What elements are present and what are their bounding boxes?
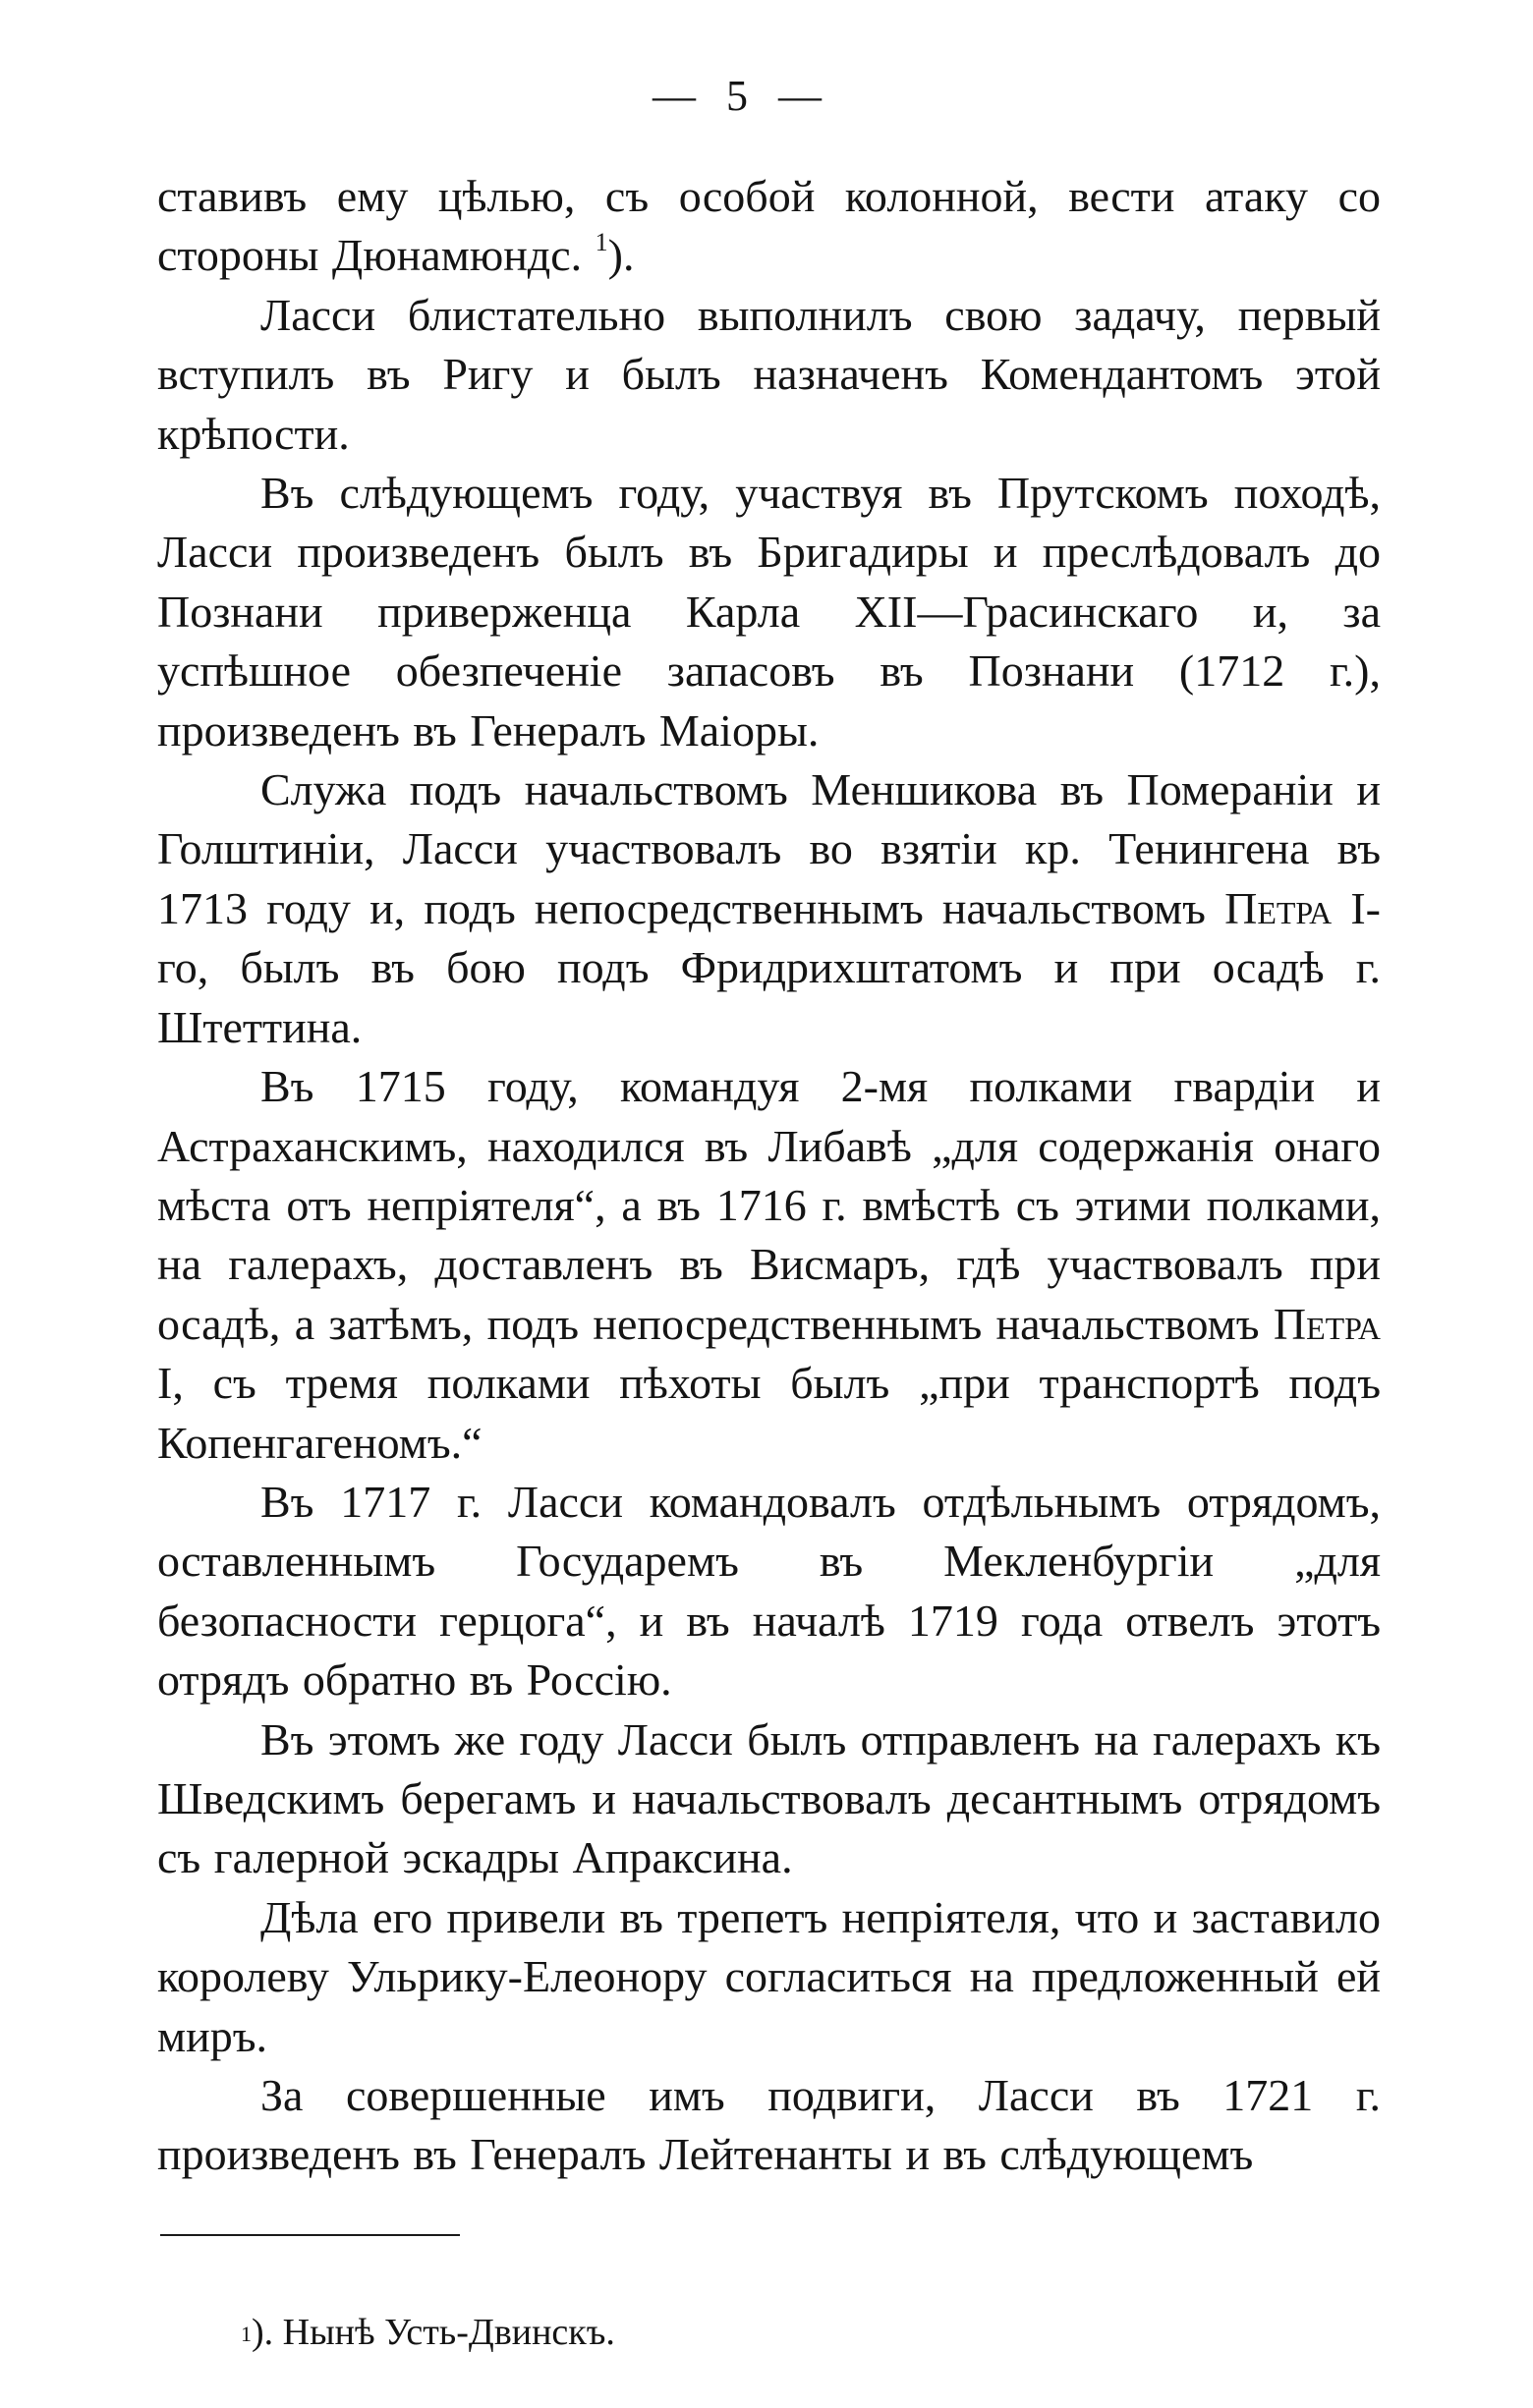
paragraph-3: Въ слѣдующемъ году, участвуя въ Прутскомъ походѣ, Ласси произведенъ былъ въ Бригадиры и преслѣдовалъ до Познани приверженца Карла XII—Грасинскаго и, за успѣшное обезпеченіе запасовъ въ Познани (1712 г.), произведенъ въ Генералъ Маіоры. (157, 468, 1381, 756)
paragraph-4: Служа подъ начальствомъ Меншикова въ Помераніи и Голштиніи, Ласси участвовалъ во взятіи кр. Тенингена въ 1713 году и, подъ непосредственнымъ начальствомъ Петра I-го, былъ въ бою подъ Фридрихштатомъ и при осадѣ г. Штеттина. (157, 764, 1382, 1052)
footnote-mark: 1 (241, 2322, 252, 2346)
footnote-divider (160, 2234, 460, 2236)
small-caps-name: Петра (1273, 1298, 1381, 1349)
footnote-reference[interactable]: 1 (595, 228, 608, 257)
paragraph-8: Дѣла его привели въ трепетъ непріятеля, что и заставило королеву Ульрику-Елеонору согласиться на предложенный ей миръ. (157, 1891, 1381, 2061)
paragraph-9: За совершенные имъ подвиги, Ласси въ 1721 г. произведенъ въ Генералъ Лейтенанты и въ слѣдующемъ (157, 2070, 1381, 2180)
paragraph-1: ставивъ ему цѣлью, съ особой колонной, вести атаку со стороны Дюнамюндс. $^1$). (157, 171, 1381, 281)
paragraph-2: Ласси блистательно выполнилъ свою задачу, первый вступилъ въ Ригу и былъ назначенъ Комендантомъ этой крѣпости. (157, 289, 1381, 459)
paragraph-6: Въ 1717 г. Ласси командовалъ отдѣльнымъ отрядомъ, оставленнымъ Государемъ въ Мекленбургіи „для безопасности герцога“, и въ началѣ 1719 года отвелъ этотъ отрядъ обратно въ Россію. (157, 1476, 1381, 1706)
footnote (241, 2309, 615, 2356)
small-caps-name: Петра (1224, 882, 1333, 933)
paragraph-5: Въ 1715 году, командуя 2-мя полками гвардіи и Астраханскимъ, находился въ Либавѣ „для содержанія онаго мѣста отъ непріятеля“, а въ 1716 г. вмѣстѣ съ этими полками, на галерахъ, доставленъ въ Висмаръ, гдѣ участвовалъ при осадѣ, а затѣмъ, подъ непосредственнымъ начальствомъ Петра I, съ тремя полками пѣхоты былъ „при транспортѣ подъ Копенгагеномъ.“ (157, 1061, 1381, 1468)
paragraph-7: Въ этомъ же году Ласси былъ отправленъ на галерахъ къ Шведскимъ берегамъ и начальствовалъ десантнымъ отрядомъ съ галерной эскадры Апраксина. (157, 1713, 1381, 1883)
page-number: — 5 — (653, 72, 831, 120)
footnote-text: ). Нынѣ Усть-Двинскъ. (252, 2312, 615, 2353)
body-text (157, 167, 1381, 2185)
